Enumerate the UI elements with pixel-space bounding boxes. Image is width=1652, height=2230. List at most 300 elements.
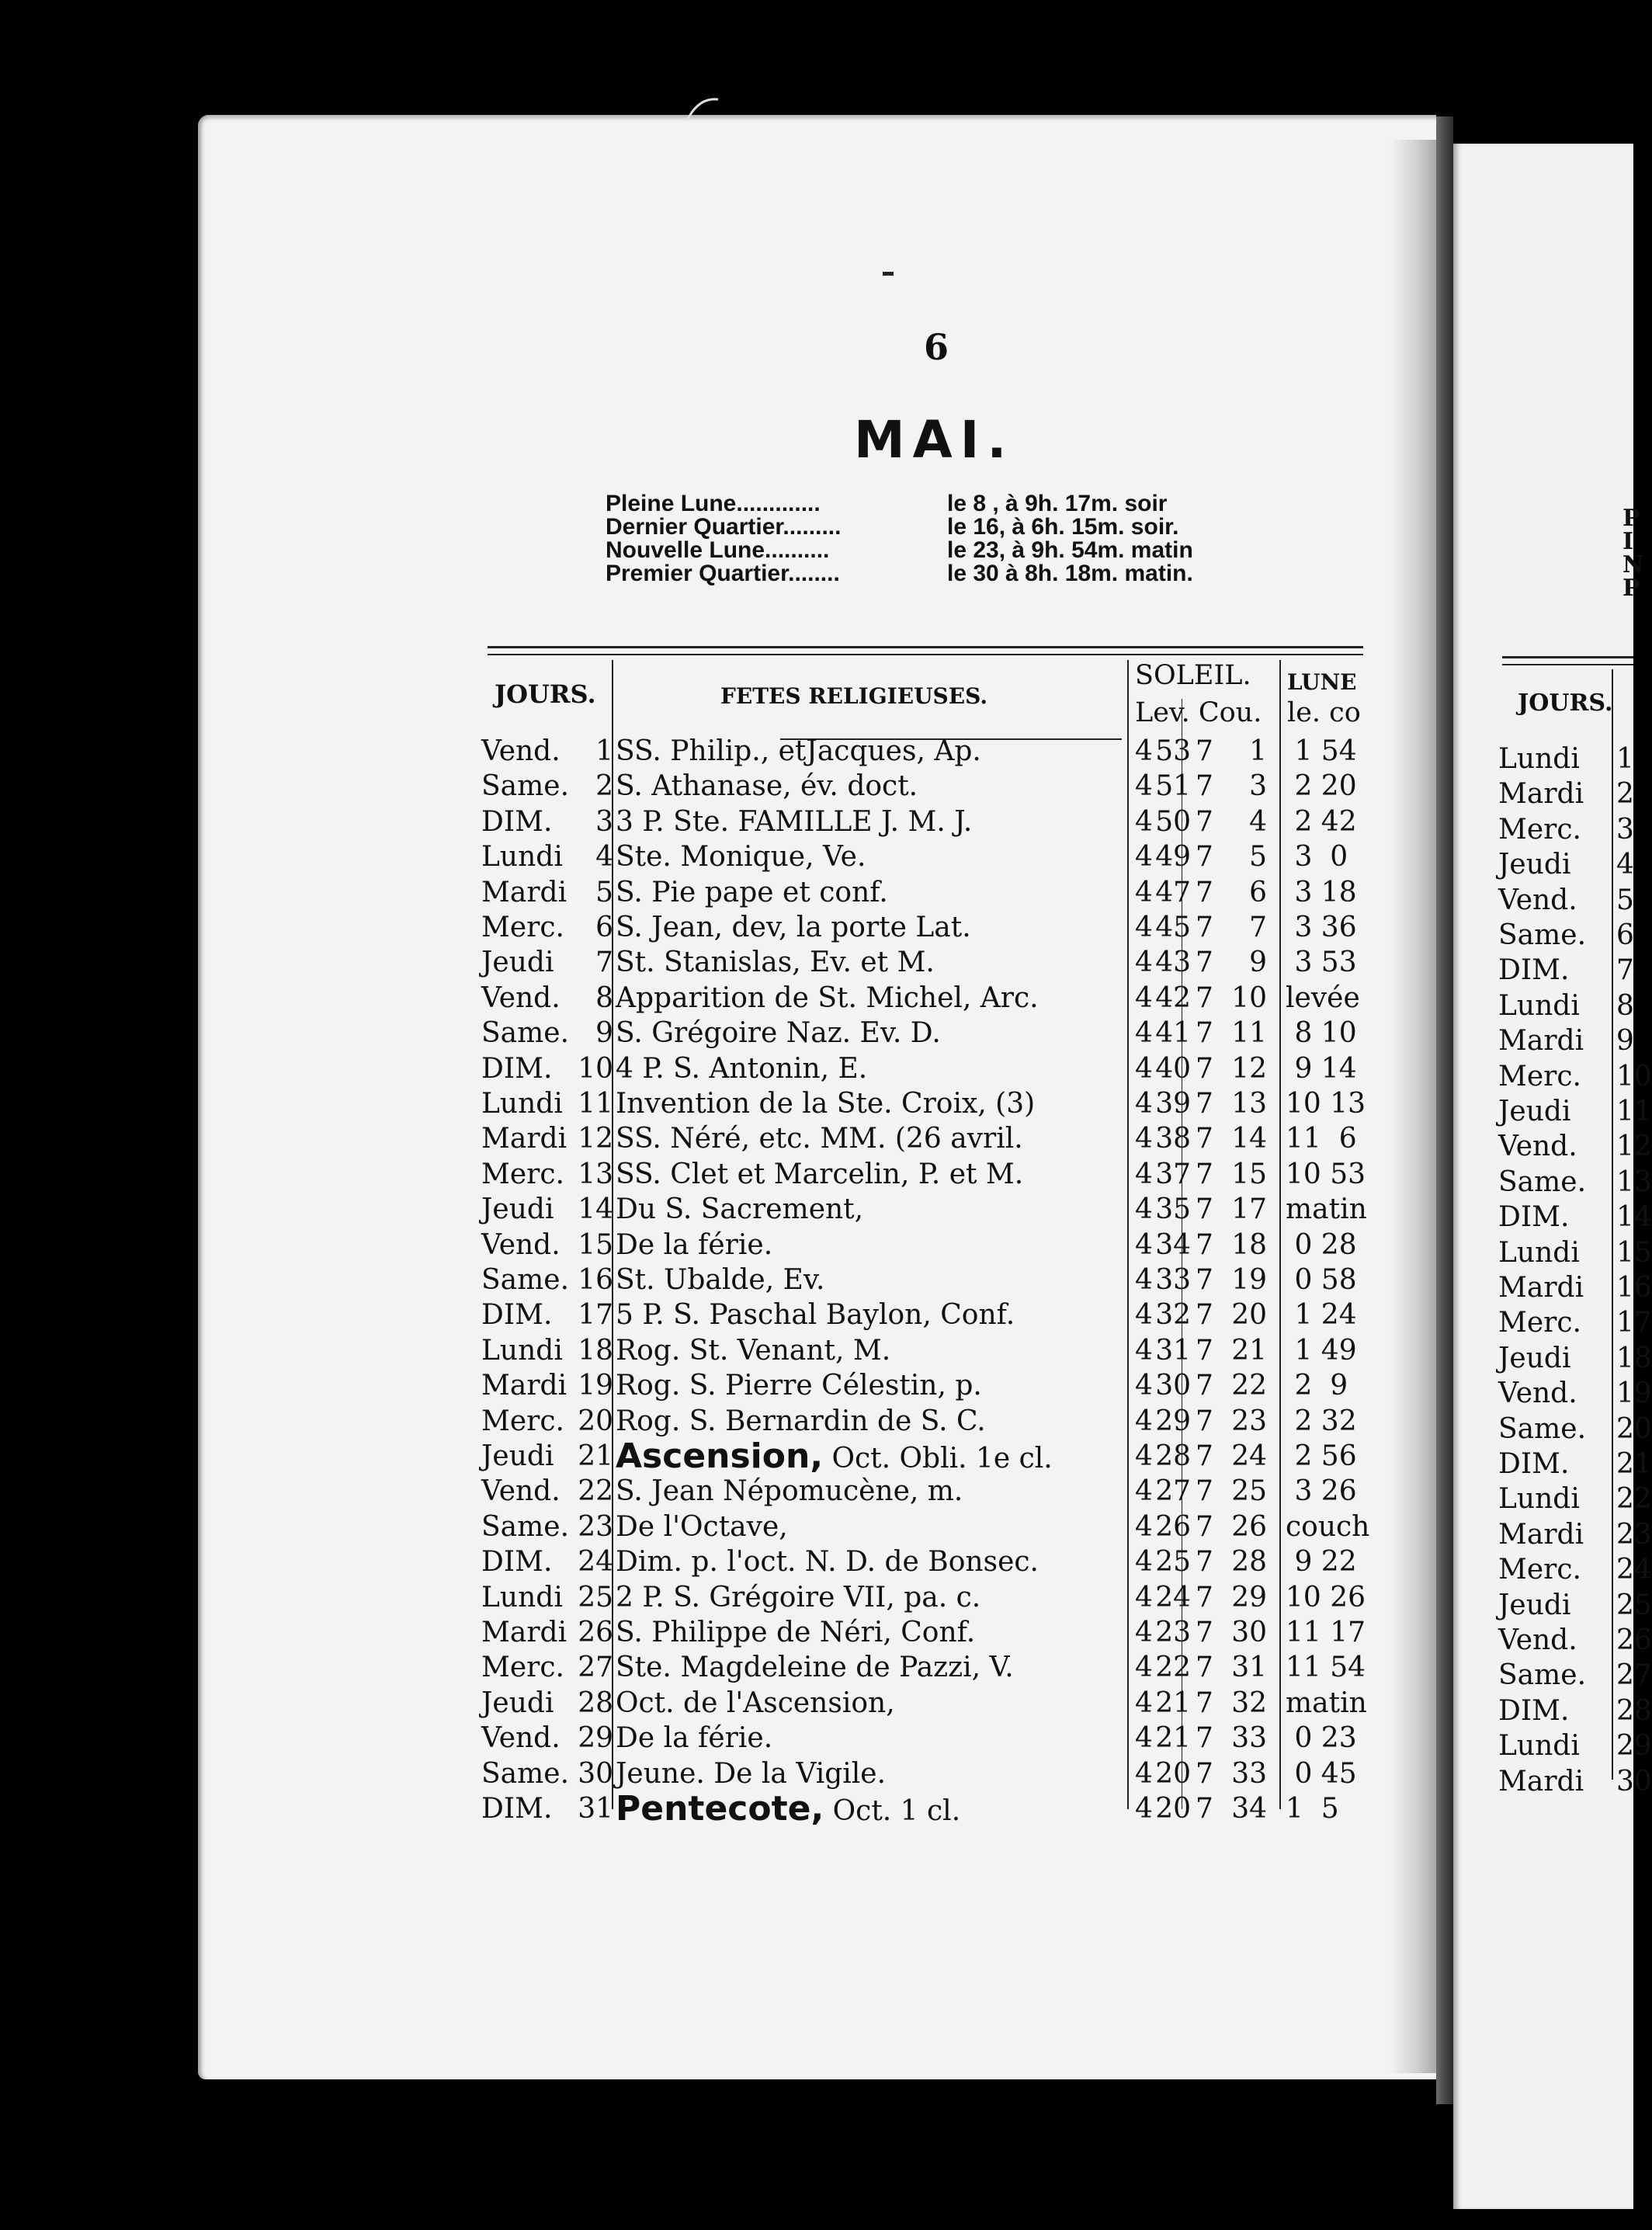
sunrise-hour: 4	[1135, 1052, 1153, 1085]
sunrise-hour: 4	[1135, 1088, 1153, 1120]
moon-time: 11 17	[1286, 1617, 1366, 1648]
day-number: 20	[578, 1405, 613, 1437]
right-table-row	[0, 883, 1633, 918]
moon-phase-label: Pleine Lune.............	[606, 491, 821, 516]
sunset-minute: 33	[1231, 1757, 1267, 1790]
sunset-minute: 12	[1231, 1052, 1267, 1085]
right-day-number: 19	[1616, 1377, 1652, 1410]
moon-time: 3 0	[1286, 841, 1348, 874]
moon-phase-label: Dernier Quartier.........	[606, 514, 842, 540]
sunset-minute: 29	[1231, 1581, 1267, 1613]
sunset-minute: 18	[1231, 1228, 1267, 1261]
day-name: Jeudi	[481, 1440, 554, 1472]
right-day-number: 9	[1616, 1025, 1634, 1058]
day-number: 12	[578, 1123, 613, 1155]
right-day-name: Same.	[1498, 1659, 1587, 1692]
day-number: 1	[595, 735, 613, 767]
sunset-hour: 7	[1196, 1123, 1213, 1155]
day-name: Merc.	[481, 1158, 564, 1190]
sunset-hour: 7	[1196, 1370, 1213, 1402]
right-day-name: Mardi	[1498, 1025, 1584, 1058]
day-name: Vend.	[481, 981, 560, 1014]
sunrise-minute: 22	[1155, 1652, 1191, 1684]
sunset-minute: 15	[1231, 1158, 1267, 1190]
header-le-co: le. co	[1287, 697, 1361, 728]
sunset-minute: 3	[1249, 770, 1267, 803]
right-day-number: 28	[1616, 1694, 1652, 1727]
sunrise-hour: 4	[1135, 1299, 1153, 1332]
sunrise-hour: 4	[1135, 841, 1153, 874]
day-number: 25	[578, 1581, 613, 1613]
moon-phase-label: Premier Quartier........	[606, 561, 840, 586]
right-table-row	[0, 1588, 1652, 1623]
right-day-number: 2	[1616, 778, 1634, 811]
right-table-row	[0, 1764, 1652, 1799]
feast-detail: De la férie.	[616, 1228, 773, 1261]
right-table-row	[0, 1376, 1652, 1411]
day-name: Same.	[481, 770, 570, 803]
moon-time: 10 53	[1286, 1158, 1366, 1190]
day-name: Vend.	[481, 1228, 560, 1261]
sunrise-minute: 32	[1155, 1299, 1191, 1332]
sunrise-hour: 4	[1135, 1264, 1153, 1296]
feast-detail: Ste. Monique, Ve.	[616, 841, 866, 874]
sunrise-hour: 4	[1135, 1652, 1153, 1684]
right-table-row	[0, 1728, 1652, 1763]
right-table-row	[0, 1200, 1652, 1235]
feast-detail: Apparition de St. Michel, Arc.	[616, 981, 1039, 1014]
sunset-minute: 33	[1231, 1722, 1267, 1755]
right-day-name: Merc.	[1498, 813, 1581, 846]
right-day-number: 14	[1616, 1201, 1652, 1234]
sunrise-hour: 4	[1135, 1405, 1153, 1437]
sunset-hour: 7	[1196, 947, 1213, 979]
sunset-minute: 32	[1231, 1686, 1267, 1719]
feast-detail: S. Jean Népomucène, m.	[616, 1475, 963, 1508]
sunrise-minute: 34	[1155, 1228, 1191, 1261]
day-name: Lundi	[481, 1088, 563, 1120]
moon-time: 2 56	[1286, 1440, 1357, 1472]
sunset-minute: 4	[1249, 805, 1267, 838]
right-day-name: Vend.	[1498, 1624, 1577, 1656]
sunrise-minute: 29	[1155, 1405, 1191, 1437]
right-day-number: 3	[1616, 813, 1634, 846]
sunset-hour: 7	[1196, 841, 1213, 874]
right-table-row	[0, 1270, 1652, 1305]
moon-time: 2 32	[1286, 1405, 1357, 1437]
sunset-hour: 7	[1196, 1299, 1213, 1332]
sunrise-minute: 51	[1155, 770, 1191, 803]
moon-time: 1 24	[1286, 1299, 1357, 1332]
sunrise-minute: 42	[1155, 981, 1191, 1014]
sunset-hour: 7	[1196, 1017, 1213, 1050]
feast-detail: De l'Octave,	[616, 1510, 788, 1543]
right-table-row	[0, 918, 1633, 953]
day-number: 21	[578, 1440, 613, 1472]
right-table-row	[0, 812, 1633, 847]
right-table-row	[0, 1059, 1652, 1094]
right-day-number: 24	[1616, 1554, 1652, 1586]
feast-detail: S. Jean, dev, la porte Lat.	[616, 912, 971, 943]
sunset-minute: 19	[1231, 1264, 1267, 1296]
sunrise-minute: 35	[1155, 1193, 1191, 1226]
right-day-number: 5	[1616, 884, 1634, 916]
right-day-number: 29	[1616, 1730, 1652, 1763]
feast-detail: 4 P. S. Antonin, E.	[616, 1052, 868, 1085]
moon-time: 1 49	[1286, 1334, 1357, 1367]
day-number: 22	[578, 1475, 613, 1508]
right-header-rule	[1502, 656, 1633, 658]
sunrise-hour: 4	[1135, 1228, 1153, 1261]
sunrise-minute: 28	[1155, 1440, 1191, 1472]
moon-phase-line	[606, 537, 1193, 564]
day-name: DIM.	[481, 1546, 553, 1579]
sunset-minute: 26	[1231, 1510, 1267, 1543]
feast-detail: SS. Philip., etJacques, Ap.	[616, 735, 981, 767]
feast-detail: Du S. Sacrement,	[616, 1193, 864, 1226]
moon-phase-value: le 30 à 8h. 18m. matin.	[947, 561, 1193, 586]
sunrise-hour: 4	[1135, 770, 1153, 803]
feast-detail: S. Philippe de Néri, Conf.	[616, 1617, 976, 1648]
day-number: 24	[578, 1546, 613, 1579]
day-number: 15	[578, 1228, 613, 1261]
header-jours: JOURS.	[495, 679, 596, 709]
right-table-row	[0, 1552, 1652, 1587]
right-table-row	[0, 1094, 1652, 1129]
right-day-name: Mardi	[1498, 1518, 1584, 1551]
feast-detail: SS. Néré, etc. MM. (26 avril.	[616, 1123, 1023, 1155]
feast-detail: Rog. St. Venant, M.	[616, 1334, 891, 1367]
moon-time: 1 54	[1286, 735, 1357, 767]
sunset-hour: 7	[1196, 1193, 1213, 1226]
right-table-row	[0, 1693, 1652, 1728]
day-name: Mardi	[481, 1370, 567, 1402]
sunrise-minute: 37	[1155, 1158, 1191, 1190]
sunset-minute: 24	[1231, 1440, 1267, 1472]
right-day-name: Merc.	[1498, 1307, 1581, 1339]
sunset-hour: 7	[1196, 876, 1213, 908]
sunrise-minute: 21	[1155, 1722, 1191, 1755]
feast-detail: 3 P. Ste. FAMILLE J. M. J.	[616, 805, 973, 838]
sunset-minute: 11	[1231, 1017, 1267, 1050]
moon-time: 1 5	[1286, 1793, 1339, 1825]
header-fetes: FETES RELIGIEUSES.	[720, 683, 988, 709]
right-day-name: Jeudi	[1498, 1589, 1571, 1621]
moon-time: 9 14	[1286, 1052, 1357, 1085]
moon-time: levée	[1286, 981, 1360, 1014]
right-table-row	[0, 1341, 1652, 1376]
moon-time: matin	[1286, 1686, 1367, 1719]
sunset-minute: 34	[1231, 1793, 1267, 1825]
day-name: Lundi	[481, 841, 563, 874]
moon-time: 3 18	[1286, 876, 1357, 908]
right-phase-initial: P	[1622, 505, 1640, 532]
sunrise-minute: 25	[1155, 1546, 1191, 1579]
sunset-hour: 7	[1196, 981, 1213, 1014]
day-number: 18	[578, 1334, 613, 1367]
sunrise-hour: 4	[1135, 1793, 1153, 1825]
sunrise-minute: 26	[1155, 1510, 1191, 1543]
right-table-row	[0, 1447, 1652, 1481]
sunrise-minute: 21	[1155, 1686, 1191, 1719]
right-day-number: 23	[1616, 1518, 1652, 1551]
sunrise-hour: 4	[1135, 735, 1153, 767]
moon-phase-value: le 23, à 9h. 54m. matin	[947, 537, 1193, 563]
right-table-row	[0, 1623, 1652, 1658]
right-day-name: Jeudi	[1498, 849, 1571, 881]
day-name: Mardi	[481, 876, 567, 908]
sunset-hour: 7	[1196, 1052, 1213, 1085]
right-table-row	[0, 1517, 1652, 1552]
feast-detail: St. Ubalde, Ev.	[616, 1264, 825, 1296]
sunrise-minute: 40	[1155, 1052, 1191, 1085]
day-name: Lundi	[481, 1334, 563, 1367]
sunrise-hour: 4	[1135, 1123, 1153, 1155]
right-day-number: 8	[1616, 989, 1634, 1022]
day-name: DIM.	[481, 1299, 553, 1332]
sunset-minute: 5	[1249, 841, 1267, 874]
sunrise-hour: 4	[1135, 1617, 1153, 1648]
right-table-row	[0, 1305, 1652, 1340]
sunrise-minute: 43	[1155, 947, 1191, 979]
moon-time: 3 53	[1286, 947, 1357, 979]
moon-time: 0 58	[1286, 1264, 1357, 1296]
feast-detail: S. Pie pape et conf.	[616, 876, 888, 908]
moon-phase-line	[606, 514, 1179, 540]
sunset-minute: 31	[1231, 1652, 1267, 1684]
day-name: Vend.	[481, 1722, 560, 1755]
header-lune: LUNE	[1287, 669, 1357, 695]
sunrise-hour: 4	[1135, 1722, 1153, 1755]
sunrise-hour: 4	[1135, 1757, 1153, 1790]
sunset-hour: 7	[1196, 1757, 1213, 1790]
sunset-hour: 7	[1196, 1510, 1213, 1543]
right-day-name: DIM.	[1498, 954, 1570, 987]
sunset-minute: 23	[1231, 1405, 1267, 1437]
day-name: Merc.	[481, 1652, 564, 1684]
day-number: 4	[595, 841, 613, 874]
day-number: 5	[595, 876, 613, 908]
sunrise-hour: 4	[1135, 1581, 1153, 1613]
right-phase-initial: P	[1622, 575, 1640, 602]
sunset-hour: 7	[1196, 1475, 1213, 1508]
right-day-name: Lundi	[1498, 743, 1580, 775]
sunset-minute: 14	[1231, 1123, 1267, 1155]
day-number: 16	[578, 1264, 613, 1296]
right-day-name: Same.	[1498, 1412, 1587, 1445]
sunrise-minute: 23	[1155, 1617, 1191, 1648]
day-name: Mardi	[481, 1617, 567, 1648]
feast-detail: Dim. p. l'oct. N. D. de Bonsec.	[616, 1546, 1039, 1579]
sunset-minute: 9	[1249, 947, 1267, 979]
day-name: DIM.	[481, 1052, 553, 1085]
right-day-number: 11	[1616, 1096, 1652, 1127]
right-header-jours: JOURS.	[1518, 689, 1613, 717]
right-day-name: Vend.	[1498, 1377, 1577, 1410]
day-name: Jeudi	[481, 947, 554, 979]
right-day-name: DIM.	[1498, 1201, 1570, 1234]
header-soleil: SOLEIL.	[1135, 660, 1251, 691]
moon-phase-value: le 8 , à 9h. 17m. soir	[947, 491, 1168, 516]
sunrise-hour: 4	[1135, 1686, 1153, 1719]
right-table-row	[0, 1481, 1652, 1516]
moon-time: 2 9	[1286, 1370, 1348, 1402]
right-day-name: Jeudi	[1498, 1342, 1571, 1374]
sunset-hour: 7	[1196, 912, 1213, 943]
right-day-name: Mardi	[1498, 1765, 1584, 1798]
day-number: 11	[578, 1088, 613, 1120]
sunrise-minute: 27	[1155, 1475, 1191, 1508]
sunrise-minute: 20	[1155, 1757, 1191, 1790]
day-name: Jeudi	[481, 1193, 554, 1226]
sunrise-hour: 4	[1135, 1017, 1153, 1050]
right-day-number: 22	[1616, 1483, 1652, 1516]
day-number: 3	[595, 805, 613, 838]
feast-major: Pentecote,	[616, 1789, 824, 1829]
sunset-minute: 30	[1231, 1617, 1267, 1648]
moon-phase-line	[606, 561, 1193, 587]
sunrise-minute: 53	[1155, 735, 1191, 767]
right-day-number: 16	[1616, 1272, 1652, 1304]
right-day-number: 20	[1616, 1412, 1652, 1445]
right-day-number: 7	[1616, 954, 1634, 987]
sunrise-minute: 31	[1155, 1334, 1191, 1367]
right-day-number: 13	[1616, 1165, 1652, 1198]
feast-detail: Rog. S. Pierre Célestin, p.	[616, 1370, 982, 1402]
right-phase-initial: N	[1622, 551, 1644, 578]
right-day-number: 21	[1616, 1448, 1652, 1480]
day-name: DIM.	[481, 805, 553, 838]
sunrise-minute: 41	[1155, 1017, 1191, 1050]
right-day-name: Jeudi	[1498, 1096, 1571, 1127]
header-lev-cou: Lev. Cou.	[1135, 697, 1262, 728]
right-day-number: 25	[1616, 1589, 1652, 1621]
right-day-number: 27	[1616, 1659, 1652, 1692]
right-day-number: 30	[1616, 1765, 1652, 1798]
day-name: Vend.	[481, 1475, 560, 1508]
feast-detail: S. Athanase, év. doct.	[616, 770, 918, 803]
sunset-minute: 6	[1249, 876, 1267, 908]
day-name: Jeudi	[481, 1686, 554, 1719]
sunrise-hour: 4	[1135, 912, 1153, 943]
sunset-hour: 7	[1196, 1228, 1213, 1261]
right-day-number: 12	[1616, 1131, 1652, 1163]
moon-phase-line	[606, 491, 1168, 517]
sunset-hour: 7	[1196, 1088, 1213, 1120]
sunrise-minute: 30	[1155, 1370, 1191, 1402]
day-name: Same.	[481, 1510, 570, 1543]
moon-phase-value: le 16, à 6h. 15m. soir.	[947, 514, 1179, 540]
sunrise-minute: 49	[1155, 841, 1191, 874]
right-day-number: 1	[1616, 743, 1634, 775]
sunrise-hour: 4	[1135, 1546, 1153, 1579]
moon-time: 0 28	[1286, 1228, 1357, 1261]
sunset-minute: 13	[1231, 1088, 1267, 1120]
right-day-name: Mardi	[1498, 1272, 1584, 1304]
moon-time: 10 26	[1286, 1581, 1366, 1613]
day-name: DIM.	[481, 1793, 553, 1825]
day-number: 10	[578, 1052, 613, 1085]
feast-detail: St. Stanislas, Ev. et M.	[616, 947, 935, 979]
sunrise-hour: 4	[1135, 1334, 1153, 1367]
right-day-number: 26	[1616, 1624, 1652, 1656]
sunrise-minute: 45	[1155, 912, 1191, 943]
feast-detail: Rog. S. Bernardin de S. C.	[616, 1405, 986, 1437]
moon-time: 0 23	[1286, 1722, 1357, 1755]
moon-time: 8 10	[1286, 1017, 1357, 1050]
sunrise-minute: 33	[1155, 1264, 1191, 1296]
day-name: Same.	[481, 1264, 570, 1296]
sunset-hour: 7	[1196, 1652, 1213, 1684]
day-number: 27	[578, 1652, 613, 1684]
sunrise-hour: 4	[1135, 1370, 1153, 1402]
right-day-name: Lundi	[1498, 989, 1580, 1022]
day-number: 9	[595, 1017, 613, 1050]
sunset-hour: 7	[1196, 1264, 1213, 1296]
right-day-number: 6	[1616, 919, 1634, 951]
moon-time: matin	[1286, 1193, 1367, 1226]
right-table-row	[0, 776, 1633, 811]
right-day-name: DIM.	[1498, 1448, 1570, 1480]
sunset-minute: 1	[1249, 735, 1267, 767]
right-table-row	[0, 742, 1633, 776]
sunset-hour: 7	[1196, 735, 1213, 767]
right-table-row	[0, 988, 1633, 1023]
feast-detail: S. Grégoire Naz. Ev. D.	[616, 1017, 941, 1050]
feast-detail: Oct. de l'Ascension,	[616, 1686, 895, 1719]
right-table-row	[0, 953, 1633, 988]
right-day-name: Vend.	[1498, 1131, 1577, 1163]
day-name: Mardi	[481, 1123, 567, 1155]
sunrise-minute: 39	[1155, 1088, 1191, 1120]
sunset-hour: 7	[1196, 1405, 1213, 1437]
sunset-minute: 28	[1231, 1546, 1267, 1579]
right-day-number: 18	[1616, 1342, 1652, 1374]
right-day-number: 10	[1616, 1060, 1652, 1092]
sunrise-hour: 4	[1135, 805, 1153, 838]
sunset-hour: 7	[1196, 1722, 1213, 1755]
sunset-hour: 7	[1196, 1334, 1213, 1367]
right-day-name: Same.	[1498, 1165, 1587, 1198]
moon-time: 2 42	[1286, 805, 1357, 838]
feast-detail: De la férie.	[616, 1722, 773, 1755]
day-number: 6	[595, 912, 613, 943]
day-name: Vend.	[481, 735, 560, 767]
moon-time: couch	[1286, 1510, 1370, 1543]
sunrise-minute: 24	[1155, 1581, 1191, 1613]
paper-curl-mark	[683, 93, 722, 124]
feast-detail: Oct. Obli. 1e cl.	[823, 1443, 1053, 1475]
right-day-name: Vend.	[1498, 884, 1577, 916]
sunset-hour: 7	[1196, 1581, 1213, 1613]
day-number: 17	[578, 1299, 613, 1332]
moon-time: 10 13	[1286, 1088, 1366, 1120]
feast-detail: Invention de la Ste. Croix, (3)	[616, 1088, 1036, 1120]
sunrise-hour: 4	[1135, 876, 1153, 908]
day-number: 8	[595, 981, 613, 1014]
day-number: 2	[595, 770, 613, 803]
day-number: 23	[578, 1510, 613, 1543]
right-table-row	[0, 1023, 1633, 1058]
moon-time: 2 20	[1286, 770, 1357, 803]
feast-detail: Oct. 1 cl.	[824, 1795, 961, 1827]
right-day-name: Lundi	[1498, 1236, 1580, 1269]
right-phase-initial: I	[1622, 528, 1634, 555]
moon-time: 0 45	[1286, 1757, 1357, 1790]
day-name: Same.	[481, 1757, 570, 1790]
day-number: 26	[578, 1617, 613, 1648]
right-day-name: Merc.	[1498, 1554, 1581, 1586]
